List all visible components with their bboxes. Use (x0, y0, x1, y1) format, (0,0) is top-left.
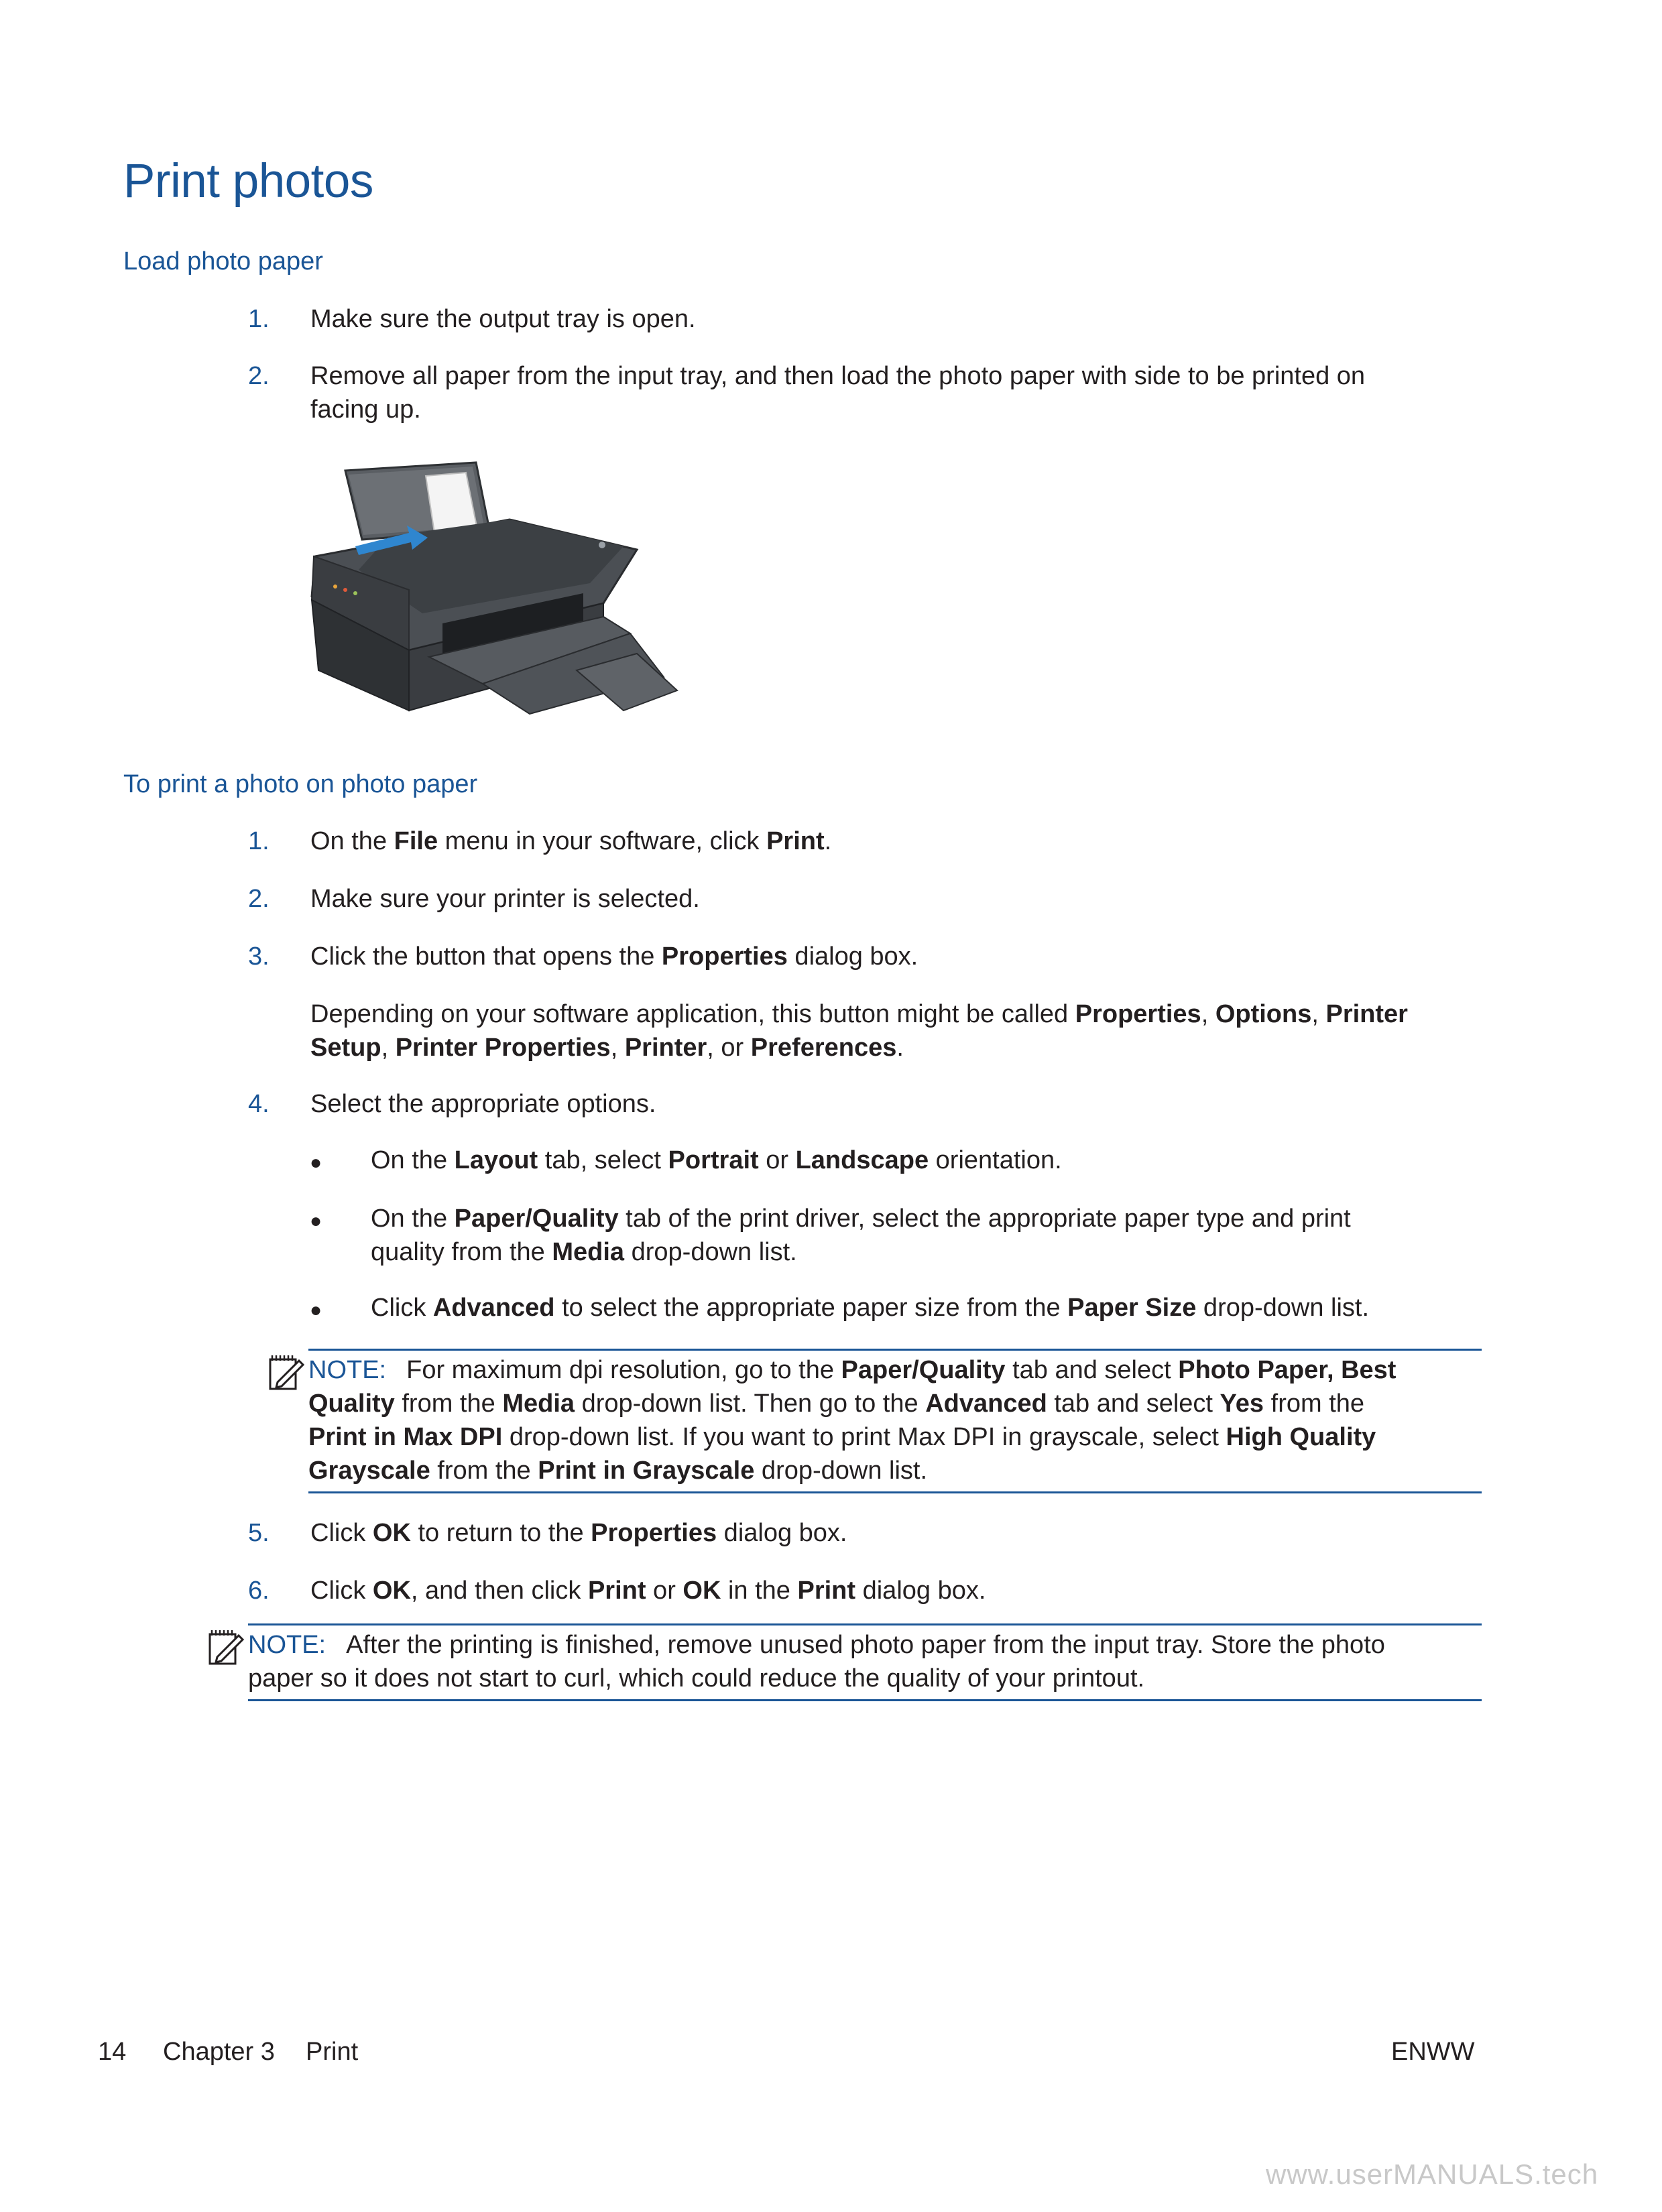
bullet-icon: ● (310, 1299, 322, 1321)
step-text: On the File menu in your software, click Print. (310, 827, 832, 855)
bullet-icon: ● (310, 1210, 322, 1232)
step-text: Remove all paper from the input tray, and then load the photo paper with side to be printed on facing up. (310, 362, 1366, 424)
step-number: 1. (248, 827, 270, 855)
step-text: Select the appropriate options. (310, 1090, 656, 1118)
step-text: Make sure the output tray is open. (310, 305, 696, 333)
note-label: NOTE: (308, 1356, 387, 1384)
note-icon (208, 1627, 244, 1666)
bullet-icon: ● (310, 1152, 322, 1174)
step-number: 2. (248, 362, 270, 390)
page-title: Print photos (123, 155, 373, 208)
page-number: 14 (98, 2038, 127, 2066)
step-number: 1. (248, 305, 270, 333)
step-text: Click OK to return to the Properties dialog box. (310, 1519, 847, 1547)
step-number: 4. (248, 1090, 270, 1118)
chapter-title: Print (306, 2038, 359, 2066)
printer-illustration (308, 456, 684, 737)
bullet-text: On the Layout tab, select Portrait or Landscape orientation. (371, 1146, 1062, 1174)
note-box: NOTE: After the printing is finished, remove unused photo paper from the input tray. Store the photo paper so it does not start to curl, which could reduce the quality of your printout. (248, 1623, 1482, 1701)
footer-right: ENWW (1391, 2038, 1475, 2066)
step-number: 3. (248, 942, 270, 971)
note-label: NOTE: (248, 1631, 327, 1659)
bullet-text: Click Advanced to select the appropriate paper size from the Paper Size drop-down list. (371, 1294, 1370, 1322)
step-text: Make sure your printer is selected. (310, 885, 700, 913)
watermark: www.userMANUALS.tech (1266, 2158, 1599, 2190)
step-detail: Depending on your software application, this button might be called Properties, Options, Printer Setup, Printer Properties, Printer, or Preferences. (310, 1000, 1408, 1062)
step-text: Click OK, and then click Print or OK in the Print dialog box. (310, 1577, 986, 1605)
section-heading-print-photo: To print a photo on photo paper (123, 770, 478, 798)
bullet-text: On the Paper/Quality tab of the print driver, select the appropriate paper type and print quality from the Media drop-down list. (371, 1205, 1351, 1266)
chapter-label: Chapter 3 (163, 2038, 275, 2066)
note-box: NOTE: For maximum dpi resolution, go to the Paper/Quality tab and select Photo Paper, Best Quality from the Media drop-down list. Then go to the Advanced tab and select Yes from the Print in Max DPI drop-down list. If you want to print Max DPI in grayscale, select High Quality Grayscale from the Print in Grayscale drop-down list. (308, 1349, 1482, 1493)
note-icon (268, 1353, 304, 1392)
section-heading-load-photo-paper: Load photo paper (123, 247, 323, 275)
step-text: Click the button that opens the Properties dialog box. (310, 942, 918, 971)
step-number: 5. (248, 1519, 270, 1547)
step-number: 2. (248, 885, 270, 913)
step-number: 6. (248, 1577, 270, 1605)
